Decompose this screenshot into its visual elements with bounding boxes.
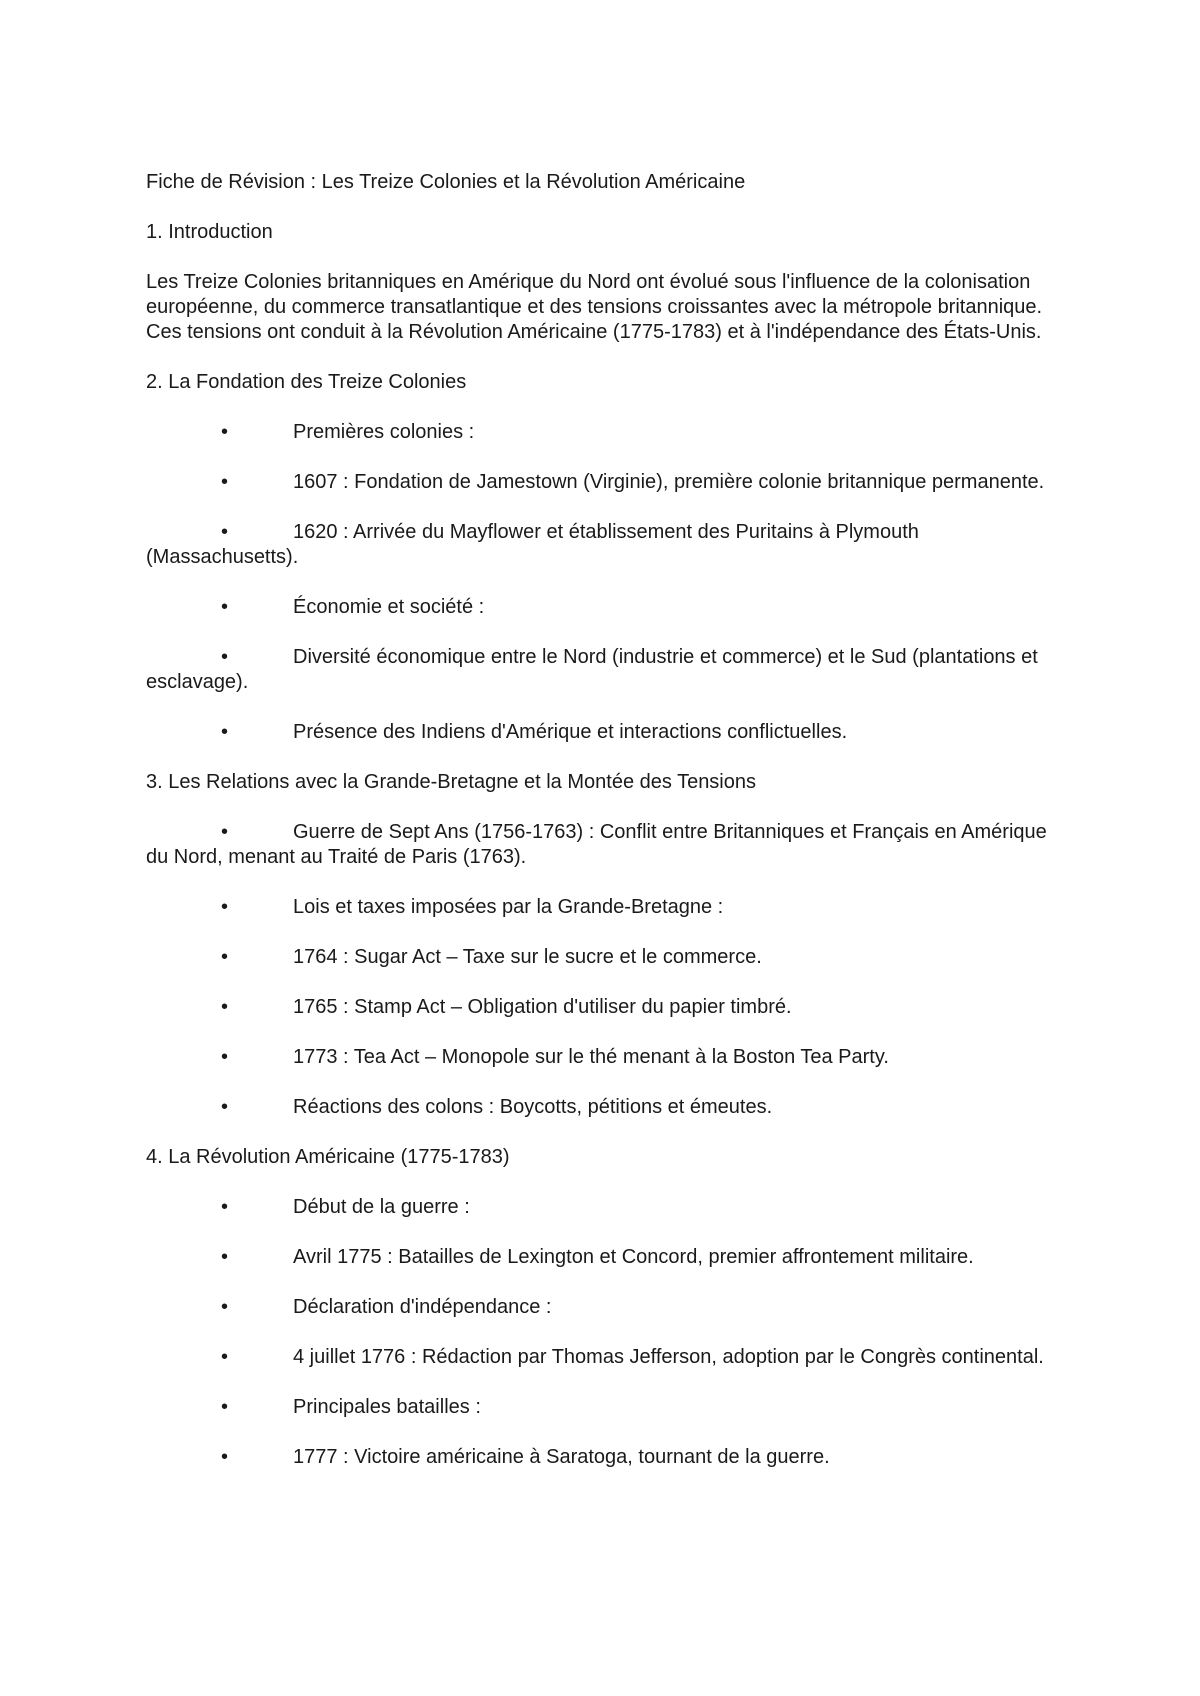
list-item [146,720,1066,745]
list-item-text: 4 juillet 1776 : Rédaction par Thomas Jefferson, adoption par le Congrès continental. [293,1346,1044,1368]
list-item-text: 1777 : Victoire américaine à Saratoga, tournant de la guerre. [293,1446,830,1468]
list-item-text: Premières colonies : [293,421,475,443]
bullet-icon: • [221,1096,229,1118]
bullet-icon: • [221,646,229,668]
list-item [146,945,1066,970]
list-item [146,995,1066,1020]
bullet-icon: • [221,421,229,443]
bullet-icon: • [221,1246,229,1268]
bullet-icon: • [221,596,229,618]
list-item [146,1045,1066,1070]
bullet-icon: • [221,1446,229,1468]
bullet-icon: • [221,1046,229,1068]
list-item-text: Réactions des colons : Boycotts, pétitions et émeutes. [293,1096,773,1118]
bullet-icon: • [221,521,229,543]
bullet-icon: • [221,471,229,493]
list-item-text: Déclaration d'indépendance : [293,1296,552,1318]
list-item [146,820,1066,870]
section-heading-fondation: 2. La Fondation des Treize Colonies [146,371,467,393]
list-item [146,895,1066,920]
list-item-text: Lois et taxes imposées par la Grande-Bretagne : [293,896,724,918]
list-item [146,420,1066,445]
list-item [146,1295,1066,1320]
bullet-icon: • [221,1296,229,1318]
list-item-text: Guerre de Sept Ans (1756-1763) : Conflit entre Britanniques et Français en Amérique du Nord, menant au Traité de Paris (1763). [146,821,1047,868]
list-item [146,1095,1066,1120]
list-item-text: 1764 : Sugar Act – Taxe sur le sucre et le commerce. [293,946,762,968]
bullet-icon: • [221,1196,229,1218]
bullet-icon: • [221,721,229,743]
bullet-icon: • [221,996,229,1018]
list-item-text: Présence des Indiens d'Amérique et interactions conflictuelles. [293,721,848,743]
bullet-icon: • [221,896,229,918]
list-item-text: 1607 : Fondation de Jamestown (Virginie), première colonie britannique permanente. [293,471,1045,493]
list-item-text: 1773 : Tea Act – Monopole sur le thé menant à la Boston Tea Party. [293,1046,889,1068]
list-item [146,470,1066,495]
document-page [146,170,1066,1495]
list-item [146,1245,1066,1270]
bullet-icon: • [221,946,229,968]
list-item-text: 1765 : Stamp Act – Obligation d'utiliser du papier timbré. [293,996,792,1018]
list-item [146,1395,1066,1420]
list-item [146,1445,1066,1470]
list-item-text: Principales batailles : [293,1396,481,1418]
list-item-text: Diversité économique entre le Nord (industrie et commerce) et le Sud (plantations et esclavage). [146,646,1038,693]
list-item [146,1195,1066,1220]
list-item-text: 1620 : Arrivée du Mayflower et établissement des Puritains à Plymouth (Massachusetts). [146,521,919,568]
section-heading-revolution: 4. La Révolution Américaine (1775-1783) [146,1146,510,1168]
list-item [146,520,1066,570]
list-item-text: Avril 1775 : Batailles de Lexington et Concord, premier affrontement militaire. [293,1246,974,1268]
list-item [146,1345,1066,1370]
section-heading-relations: 3. Les Relations avec la Grande-Bretagne et la Montée des Tensions [146,771,756,793]
bullet-icon: • [221,821,229,843]
section-heading-introduction: 1. Introduction [146,221,273,243]
list-item [146,645,1066,695]
list-item-text: Économie et société : [293,596,485,618]
bullet-icon: • [221,1396,229,1418]
document-title: Fiche de Révision : Les Treize Colonies et la Révolution Américaine [146,171,746,193]
list-item [146,595,1066,620]
introduction-paragraph: Les Treize Colonies britanniques en Amérique du Nord ont évolué sous l'influence de la colonisation européenne, du commerce transatlantique et des tensions croissantes avec la métropole britannique. Ces tensions ont conduit à la Révolution Américaine (1775-1783) et à l'indépendance des États-Unis. [146,271,1043,343]
bullet-icon: • [221,1346,229,1368]
list-item-text: Début de la guerre : [293,1196,470,1218]
